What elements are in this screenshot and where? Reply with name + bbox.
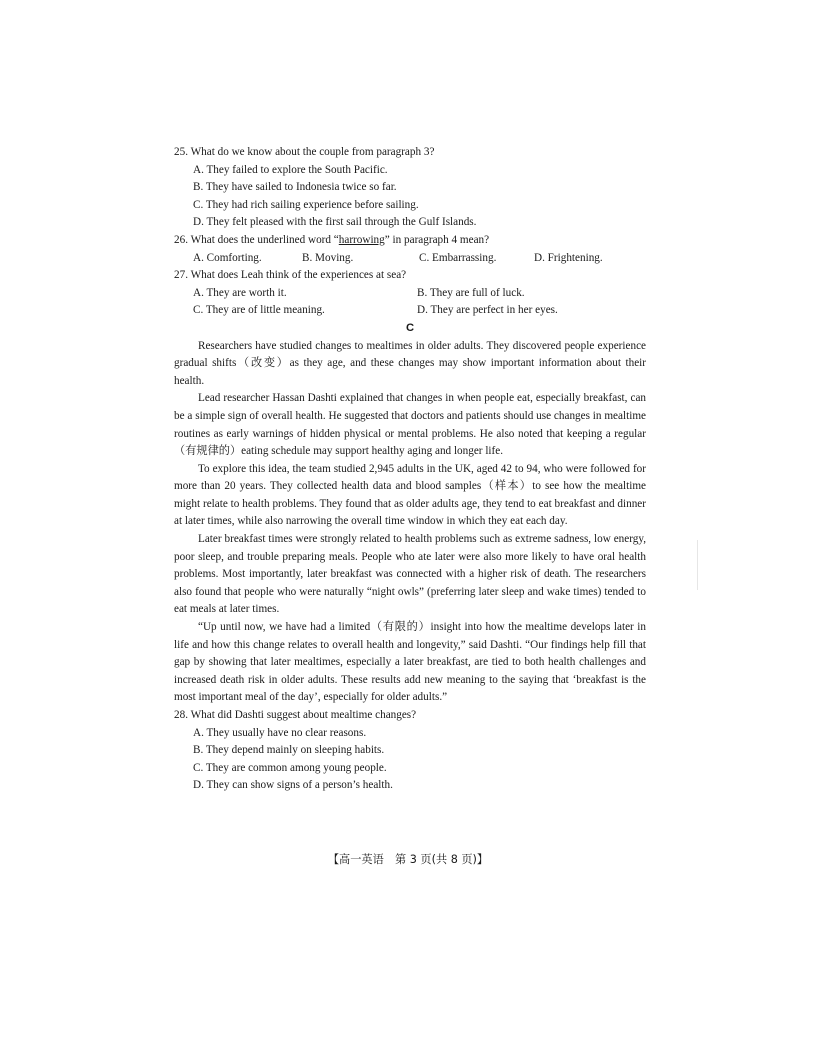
- question-27: [174, 267, 646, 320]
- question-text-start: 26. What does the underlined word “: [174, 233, 339, 246]
- question-text: 25. What do we know about the couple from paragraph 3?: [174, 146, 435, 158]
- option-b: B. They depend mainly on sleeping habits.: [193, 744, 385, 757]
- option-c: C. They are of little meaning.: [193, 304, 325, 317]
- question-text: 27. What does Leah think of the experiences at sea?: [174, 269, 407, 282]
- option-a: A. Comforting.: [193, 251, 262, 264]
- scan-artifact: [697, 540, 698, 590]
- question-28: [174, 707, 646, 795]
- option-d: D. They can show signs of a person’s health.: [193, 779, 393, 792]
- passage-paragraph: Lead researcher Hassan Dashti explained that changes in when people eat, especially breakfast, can be a simple sign of overall health. He suggested that doctors and patients should use changes in mealtime routines as early warnings of hidden physical or mental problems. He also noted that keeping a regular（有规律的）eating schedule may support healthy aging and longer life.: [174, 392, 646, 458]
- option-b: B. They are full of luck.: [417, 286, 525, 299]
- option-d: D. They are perfect in her eyes.: [417, 304, 558, 317]
- passage-paragraph: “Up until now, we have had a limited（有限的）insight into how the mealtime develops later in life and how this change relates to overall health and longevity,” said Dashti. “Our findings help fill that gap by showing that later mealtimes, especially a later breakfast, are tied to both health challenges and increased death risk in older adults. These results add new meaning to the saying that ‘breakfast is the most important meal of the day’, especially for older adults.”: [174, 621, 646, 704]
- section-title: C: [405, 321, 415, 334]
- option-c: C. They had rich sailing experience before sailing.: [193, 198, 419, 211]
- option-c: C. Embarrassing.: [419, 251, 497, 264]
- question-text: 28. What did Dashti suggest about mealtime changes?: [174, 709, 417, 721]
- option-a: A. They usually have no clear reasons.: [193, 726, 367, 739]
- option-a: A. They are worth it.: [193, 286, 287, 299]
- option-b: B. Moving.: [302, 251, 354, 264]
- question-25: [174, 144, 646, 232]
- exam-page-content: [174, 144, 646, 795]
- options-row: [193, 250, 646, 268]
- option-b: B. They have sailed to Indonesia twice so far.: [193, 181, 397, 194]
- question-text: [174, 232, 646, 250]
- page-footer: 【高一英语 第 3 页(共 8 页)】: [327, 853, 489, 866]
- underlined-word: harrowing: [338, 233, 385, 246]
- passage-paragraph: Researchers have studied changes to mealtimes in older adults. They discovered people experience gradual shifts（改变）as they age, and these changes may show important information about their health.: [174, 339, 646, 387]
- passage-paragraph: To explore this idea, the team studied 2,945 adults in the UK, aged 42 to 94, who were followed for more than 20 years. They collected health data and blood samples（样本）to see how the mealtime might relate to health problems. They found that as older adults age, they tend to eat breakfast and dinner at later times, while also narrowing the overall time window in which they eat each day.: [174, 462, 646, 528]
- option-a: A. They failed to explore the South Pacific.: [193, 163, 388, 176]
- options-row-2: [193, 302, 646, 320]
- option-d: D. Frightening.: [534, 251, 603, 264]
- options-row-1: [193, 285, 646, 303]
- question-26: [174, 232, 646, 267]
- option-d: D. They felt pleased with the first sail through the Gulf Islands.: [193, 216, 477, 229]
- option-c: C. They are common among young people.: [193, 761, 387, 774]
- passage-paragraph: Later breakfast times were strongly related to health problems such as extreme sadness, low energy, poor sleep, and trouble preparing meals. People who ate later were also more likely to have oral health problems. Most importantly, later breakfast was connected with a higher risk of death. The researchers also found that people who were naturally “night owls” (preferring later sleep and wake times) tended to eat meals at later times.: [174, 533, 646, 616]
- reading-passage-c: [174, 320, 646, 707]
- question-text-end: ” in paragraph 4 mean?: [384, 233, 490, 246]
